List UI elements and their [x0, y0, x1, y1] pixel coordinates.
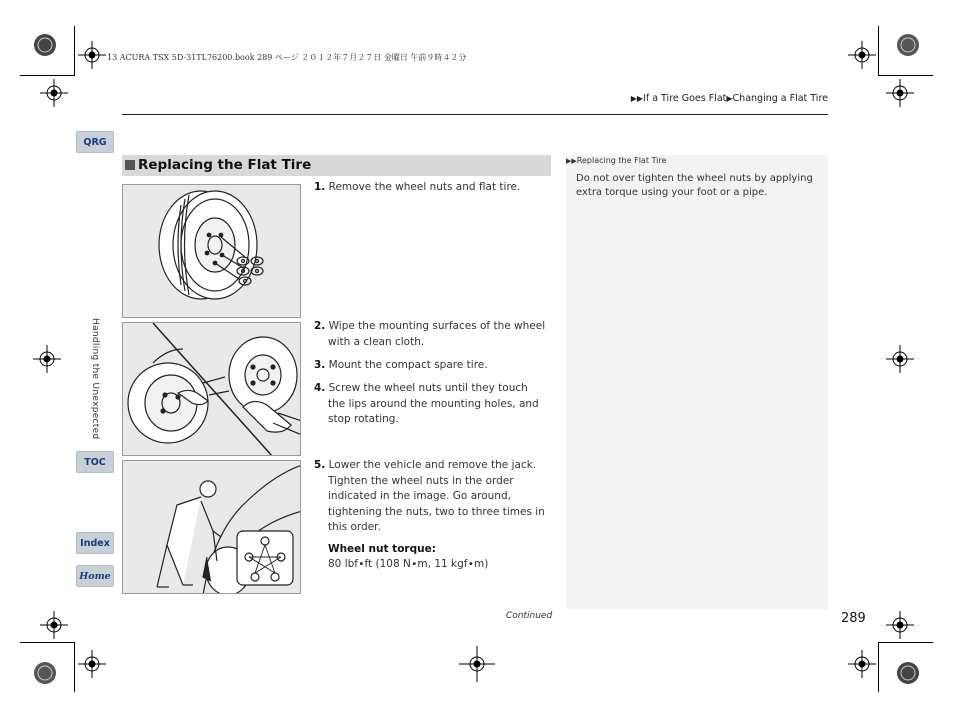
step-text: this order. — [328, 521, 381, 533]
step-1 — [314, 180, 520, 196]
section-title: Replacing the Flat Tire — [138, 157, 312, 173]
note-marker-icon: ▶▶ — [566, 157, 577, 165]
section-square-icon — [125, 160, 135, 170]
qrg-button[interactable]: QRG — [76, 131, 114, 153]
header-rule — [122, 114, 828, 115]
toc-button[interactable]: TOC — [76, 451, 114, 473]
step-text: Screw the wheel nuts until they touch — [328, 382, 528, 394]
step-number: 2. — [314, 320, 326, 332]
home-button[interactable]: Home — [76, 565, 114, 587]
page-number: 289 — [841, 611, 866, 626]
step-text: tightening the nuts, two to three times in — [328, 505, 545, 518]
breadcrumb-subsection-link[interactable]: Changing a Flat Tire — [732, 93, 828, 104]
index-button[interactable]: Index — [76, 532, 114, 554]
note-panel — [566, 155, 828, 609]
torque-value: 80 lbf∙ft (108 N∙m, 11 kgf∙m) — [328, 558, 489, 570]
step-5 — [314, 458, 545, 536]
step-3 — [314, 358, 488, 374]
note-title[interactable] — [566, 156, 666, 165]
step-number: 5. — [314, 459, 326, 471]
step-text: Tighten the wheel nuts in the order — [328, 474, 514, 487]
torque-heading: Wheel nut torque: — [328, 543, 436, 555]
step-4 — [314, 381, 539, 428]
step-text: indicated in the image. Go around, — [328, 490, 511, 502]
figure-tighten-nuts — [122, 460, 301, 594]
breadcrumb-marker: ▶▶ — [630, 94, 644, 103]
step-text: the lips around the mounting holes, and — [328, 397, 539, 410]
step-text: Mount the compact spare tire. — [328, 359, 488, 371]
breadcrumb-section-link[interactable]: If a Tire Goes Flat — [643, 93, 727, 104]
breadcrumb — [631, 93, 828, 104]
tighten-pattern-illustration — [123, 461, 301, 594]
step-text: Wipe the mounting surfaces of the wheel — [328, 320, 546, 332]
continued-label[interactable]: Continued — [506, 611, 553, 621]
note-body: Do not over tighten the wheel nuts by applying extra torque using your foot or a pipe. — [576, 173, 813, 198]
note-title-text: Replacing the Flat Tire — [576, 156, 667, 165]
figure-mount-spare — [122, 322, 301, 456]
section-heading-bar — [122, 155, 551, 176]
figure-remove-tire — [122, 184, 301, 318]
step-text: Lower the vehicle and remove the jack. — [328, 459, 537, 471]
step-number: 3. — [314, 359, 326, 371]
step-text: stop rotating. — [328, 413, 399, 425]
step-text: Remove the wheel nuts and flat tire. — [328, 181, 521, 193]
breadcrumb-separator: ▶ — [726, 94, 733, 103]
step-number: 1. — [314, 181, 326, 193]
step-text: with a clean cloth. — [328, 335, 425, 348]
step-2 — [314, 319, 545, 350]
chapter-label: Handling the Unexpected — [90, 318, 100, 440]
print-header: 13 ACURA TSX 5D-31TL76200.book 289 ページ ２０１２年７月２７日 金曜日 午前９時４２分 — [107, 53, 467, 62]
wipe-mount-illustration — [123, 323, 301, 456]
tire-nuts-illustration — [123, 185, 301, 318]
step-number: 4. — [314, 382, 326, 394]
